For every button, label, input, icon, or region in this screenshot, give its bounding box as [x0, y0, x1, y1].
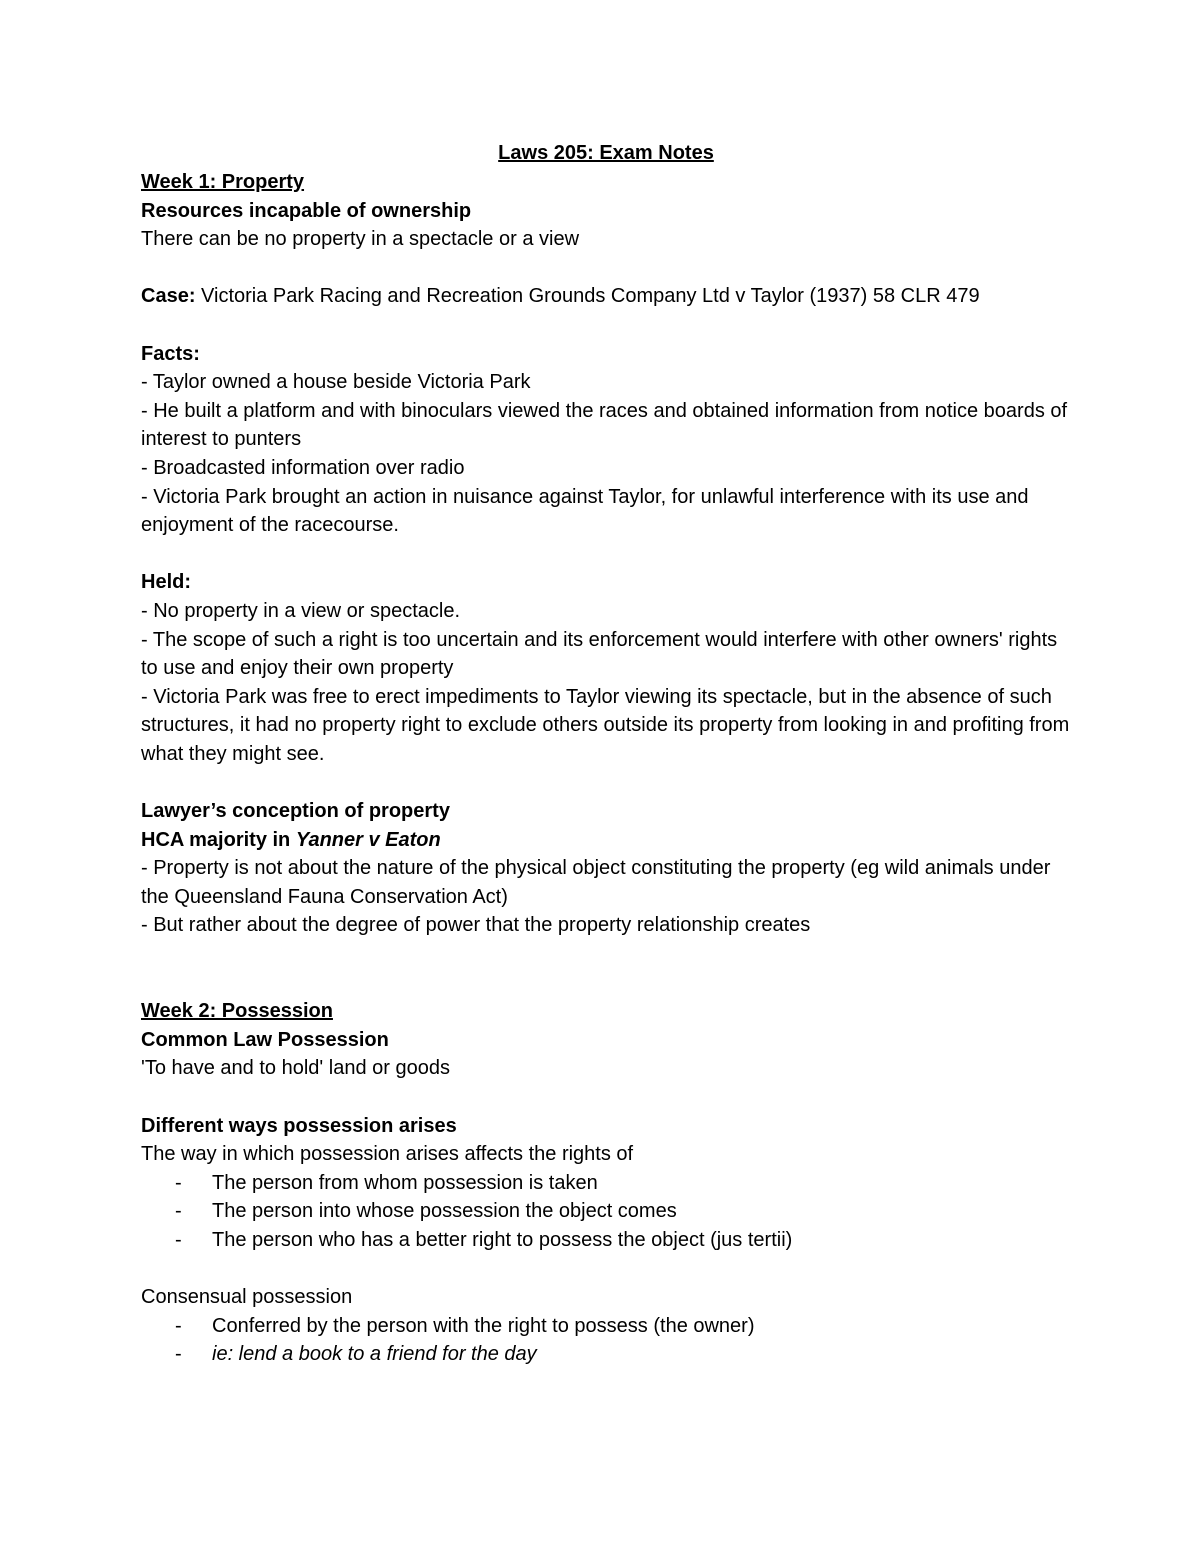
spacer	[141, 254, 1071, 283]
case-citation: Victoria Park Racing and Recreation Grounds Company Ltd v Taylor (1937) 58 CLR 479	[195, 285, 980, 308]
ways-title: Different ways possession arises	[141, 1114, 457, 1137]
ways-list	[141, 1169, 1071, 1255]
dash-bullet: -	[175, 1228, 182, 1251]
hca-majority-line	[141, 826, 1071, 855]
week2-heading: Week 2: Possession	[141, 1000, 333, 1023]
list-item: - The person who has a better right to possess the object (jus tertii)	[141, 1226, 1071, 1255]
week1-heading: Week 1: Property	[141, 171, 305, 193]
section-resources-title: Resources incapable of ownership	[141, 199, 472, 222]
fact-item: - Broadcasted information over radio	[141, 456, 465, 479]
fact-item: - Taylor owned a house beside Victoria Park	[141, 371, 531, 394]
held-item: - The scope of such a right is too uncertain and its enforcement would interfere with other owners' rights to use and enjoy their own property	[141, 628, 1058, 680]
section-resources-text: There can be no property in a spectacle or a view	[141, 228, 580, 251]
lawyer-point: - But rather about the degree of power that the property relationship creates	[141, 914, 811, 937]
document-page	[141, 139, 1071, 1369]
spacer	[141, 768, 1071, 797]
hca-case-name: Yanner v Eaton	[295, 828, 441, 851]
lawyer-conception-title: Lawyer’s conception of property	[141, 800, 450, 823]
case-label: Case:	[141, 285, 196, 308]
lawyer-point: - Property is not about the nature of the physical object constituting the property (eg wild animals under the Queensland Fauna Conservation Act)	[141, 857, 1051, 908]
list-item: - The person from whom possession is taken	[141, 1169, 1071, 1198]
dash-bullet: -	[175, 1200, 182, 1223]
ways-intro: The way in which possession arises affects the rights of	[141, 1143, 634, 1166]
common-law-text: 'To have and to hold' land or goods	[141, 1057, 450, 1080]
spacer	[141, 311, 1071, 340]
document-title: Laws 205: Exam Notes	[498, 142, 714, 164]
list-item: - The person into whose possession the object comes	[141, 1197, 1071, 1226]
spacer	[141, 1255, 1071, 1284]
held-item: - Victoria Park was free to erect impediments to Taylor viewing its spectacle, but in the absence of such structures, it had no property right to exclude others outside its property from looking in and profiting from what they might see.	[141, 685, 1070, 765]
fact-item: - He built a platform and with binoculars viewed the races and obtained information from notice boards of interest to punters	[141, 399, 1068, 451]
consensual-title: Consensual possession	[141, 1286, 353, 1309]
dash-bullet: -	[175, 1171, 182, 1194]
held-label: Held:	[141, 571, 191, 594]
spacer	[141, 540, 1071, 569]
fact-item: - Victoria Park brought an action in nuisance against Taylor, for unlawful interference with its use and enjoyment of the racecourse.	[141, 485, 1029, 537]
case-line	[141, 282, 1071, 311]
spacer	[141, 940, 1071, 969]
spacer	[141, 1083, 1071, 1112]
spacer	[141, 969, 1071, 998]
hca-prefix: HCA majority in	[141, 828, 296, 851]
list-item: - Conferred by the person with the right to possess (the owner)	[141, 1312, 1071, 1341]
facts-label: Facts:	[141, 342, 200, 365]
list-item: - ie: lend a book to a friend for the day	[141, 1340, 1071, 1369]
dash-bullet: -	[175, 1314, 182, 1337]
consensual-list	[141, 1312, 1071, 1369]
dash-bullet: -	[175, 1343, 182, 1366]
common-law-title: Common Law Possession	[141, 1028, 389, 1051]
held-item: - No property in a view or spectacle.	[141, 599, 461, 622]
